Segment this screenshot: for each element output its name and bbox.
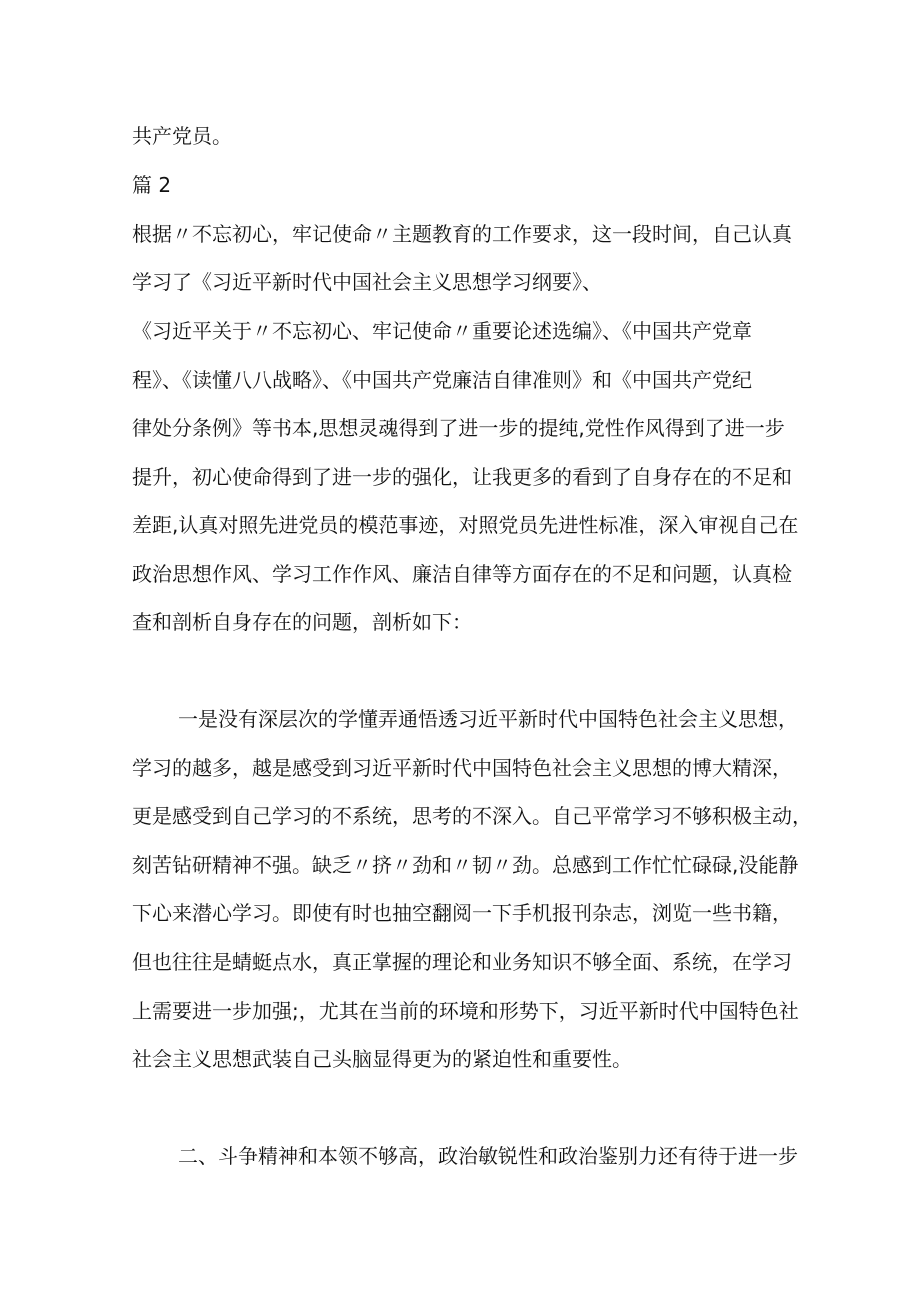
- text-line: 差距,认真对照先进党员的模范事迹，对照党员先进性标准，深入审视自己在: [132, 513, 799, 537]
- text-line: 《习近平关于〃不忘初心、牢记使命〃重要论述选编》、《中国共产党章: [132, 319, 752, 343]
- text-line: 刻苦钻研精神不强。缺乏〃挤〃劲和〃韧〃劲。总感到工作忙忙碌碌,没能静: [132, 853, 799, 877]
- text-line: 程》、《读懂八八战略》、《中国共产党廉洁自律准则》和《中国共产党纪: [132, 368, 752, 392]
- text-line: 下心来潜心学习。即使有时也抽空翻阅一下手机报刊杂志，浏览一些书籍，: [132, 901, 792, 925]
- paragraph-first-line: 一是没有深层次的学懂弄通悟透习近平新时代中国特色社会主义思想，: [178, 707, 798, 731]
- text-line: 上需要进一步加强;，尤其在当前的环境和形势下，习近平新时代中国特色社: [132, 999, 799, 1023]
- text-line: 律处分条例》等书本,思想灵魂得到了进一步的提纯,党性作风得到了进一步: [132, 416, 785, 440]
- text-line: 提升，初心使命得到了进一步的强化，让我更多的看到了自身存在的不足和: [132, 465, 792, 489]
- text-line: 但也往往是蜻蜓点水，真正掌握的理论和业务知识不够全面、系统，在学习: [132, 950, 792, 974]
- text-line: 政治思想作风、学习工作作风、廉洁自律等方面存在的不足和问题，认真检: [132, 562, 792, 586]
- text-line: 学习了《习近平新时代中国社会主义思想学习纲要》、: [132, 270, 602, 294]
- text-line: 根据〃不忘初心，牢记使命〃主题教育的工作要求，这一段时间，自己认真: [132, 222, 792, 246]
- text-line: 查和剖析自身存在的问题，剖析如下：: [132, 610, 472, 634]
- text-line: 学习的越多，越是感受到习近平新时代中国特色社会主义思想的博大精深，: [132, 756, 792, 780]
- text-line: 共产党员。: [132, 124, 232, 148]
- text-line: 更是感受到自己学习的不系统，思考的不深入。自己平常学习不够积极主动，: [132, 804, 812, 828]
- text-line: 社会主义思想武装自己头脑显得更为的紧迫性和重要性。: [132, 1047, 632, 1071]
- paragraph-first-line: 二、斗争精神和本领不够高，政治敏锐性和政治鉴别力还有待于进一步: [178, 1144, 798, 1168]
- section-heading: 篇 2: [132, 173, 172, 197]
